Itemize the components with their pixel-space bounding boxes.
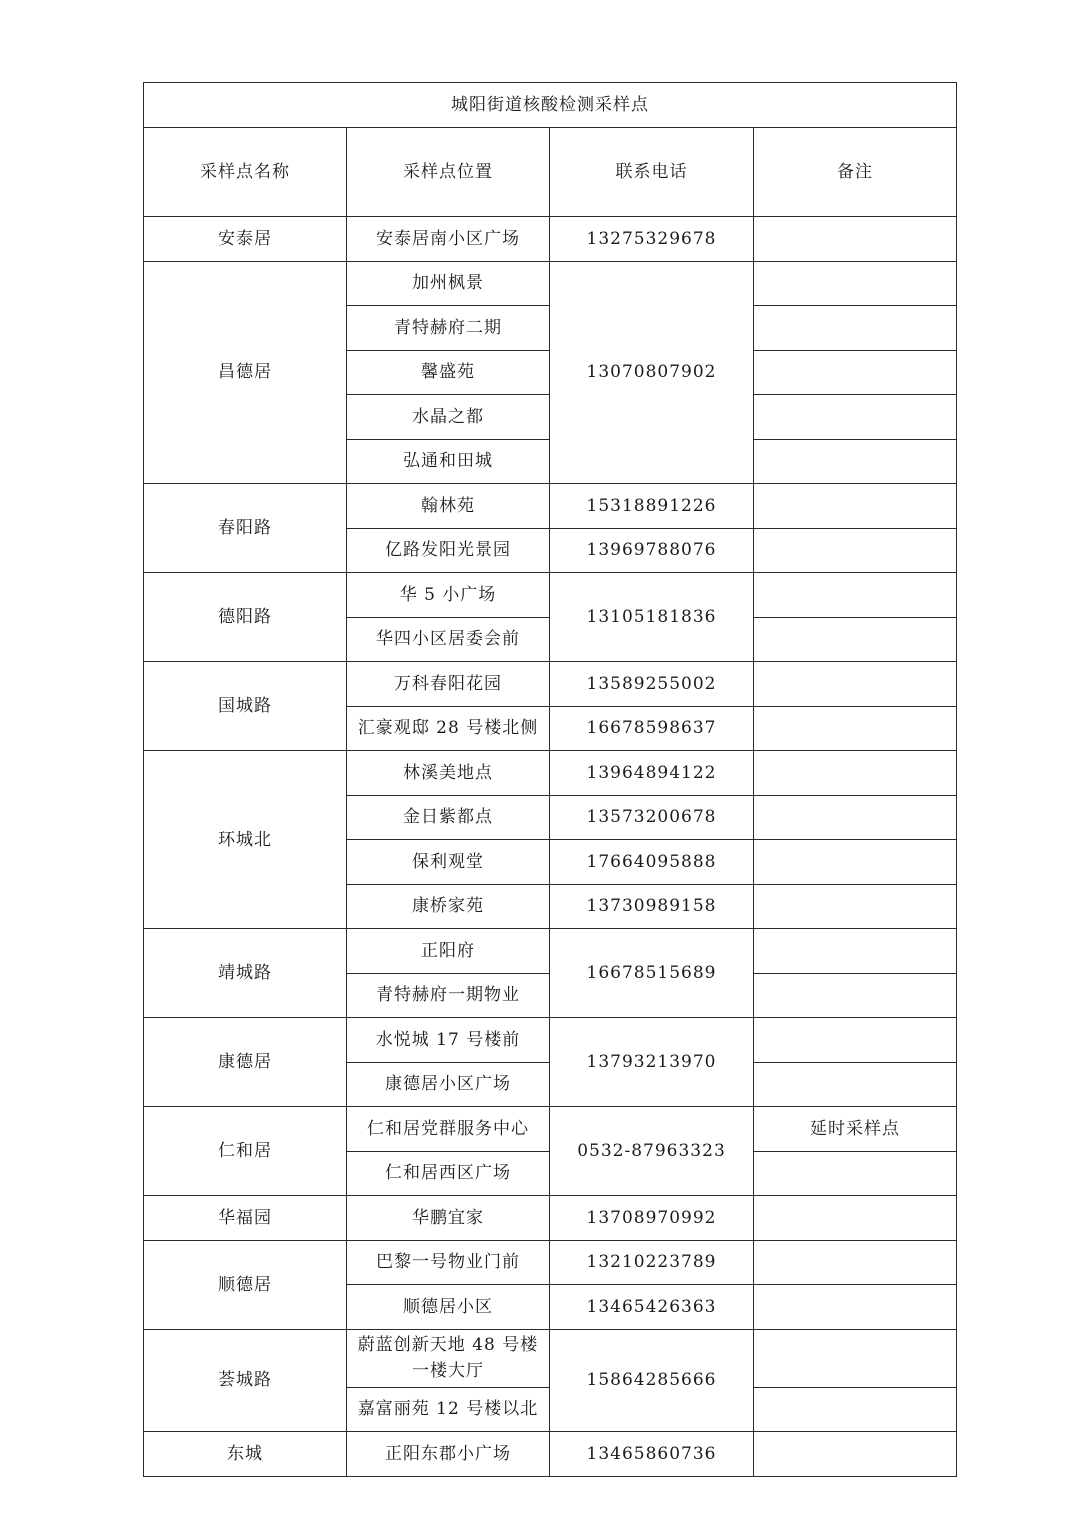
site-note — [754, 795, 957, 840]
site-note — [754, 973, 957, 1018]
site-location: 华 5 小广场 — [347, 573, 550, 618]
site-note — [754, 840, 957, 885]
site-group-name: 德阳路 — [144, 573, 347, 662]
site-location: 正阳府 — [347, 929, 550, 974]
site-note — [754, 929, 957, 974]
site-note — [754, 1329, 957, 1387]
site-note — [754, 350, 957, 395]
site-phone: 13964894122 — [550, 751, 754, 796]
site-location: 翰林苑 — [347, 484, 550, 529]
site-phone: 13105181836 — [550, 573, 754, 662]
site-location: 康桥家苑 — [347, 884, 550, 929]
site-location: 康德居小区广场 — [347, 1062, 550, 1107]
site-note — [754, 306, 957, 351]
site-group-name: 康德居 — [144, 1018, 347, 1107]
site-group-name: 华福园 — [144, 1196, 347, 1241]
table-row — [144, 662, 957, 707]
site-phone: 17664095888 — [550, 840, 754, 885]
site-location: 林溪美地点 — [347, 751, 550, 796]
site-location: 顺德居小区 — [347, 1285, 550, 1330]
site-note — [754, 217, 957, 262]
site-location: 青特赫府一期物业 — [347, 973, 550, 1018]
table-row — [144, 1107, 957, 1152]
site-note: 延时采样点 — [754, 1107, 957, 1152]
table-row — [144, 1196, 957, 1241]
site-location: 仁和居党群服务中心 — [347, 1107, 550, 1152]
table-row — [144, 1018, 957, 1063]
table-row — [144, 1432, 957, 1477]
site-group-name: 靖城路 — [144, 929, 347, 1018]
site-phone: 13708970992 — [550, 1196, 754, 1241]
sampling-sites-table — [143, 82, 957, 1477]
table-title: 城阳街道核酸检测采样点 — [144, 83, 957, 128]
site-group-name: 荟城路 — [144, 1329, 347, 1432]
site-location: 汇豪观邸 28 号楼北侧 — [347, 706, 550, 751]
site-location: 亿路发阳光景园 — [347, 528, 550, 573]
site-note — [754, 573, 957, 618]
site-group-name: 国城路 — [144, 662, 347, 751]
site-note — [754, 706, 957, 751]
site-phone: 15318891226 — [550, 484, 754, 529]
site-phone: 13589255002 — [550, 662, 754, 707]
site-phone: 13969788076 — [550, 528, 754, 573]
site-note — [754, 439, 957, 484]
site-phone: 13465860736 — [550, 1432, 754, 1477]
site-group-name: 安泰居 — [144, 217, 347, 262]
site-phone: 13465426363 — [550, 1285, 754, 1330]
site-location: 水晶之都 — [347, 395, 550, 440]
column-header-name: 采样点名称 — [144, 128, 347, 217]
site-location: 馨盛苑 — [347, 350, 550, 395]
site-phone: 13275329678 — [550, 217, 754, 262]
site-note — [754, 662, 957, 707]
site-phone: 16678515689 — [550, 929, 754, 1018]
site-group-name: 仁和居 — [144, 1107, 347, 1196]
site-note — [754, 1285, 957, 1330]
site-note — [754, 1018, 957, 1063]
site-note — [754, 261, 957, 306]
site-phone: 15864285666 — [550, 1329, 754, 1432]
site-phone: 16678598637 — [550, 706, 754, 751]
column-header-location: 采样点位置 — [347, 128, 550, 217]
table-row — [144, 1329, 957, 1387]
site-group-name: 昌德居 — [144, 261, 347, 484]
site-note — [754, 884, 957, 929]
site-location: 仁和居西区广场 — [347, 1151, 550, 1196]
site-note — [754, 1151, 957, 1196]
site-location: 金日紫都点 — [347, 795, 550, 840]
site-location: 嘉富丽苑 12 号楼以北 — [347, 1387, 550, 1432]
site-location: 保利观堂 — [347, 840, 550, 885]
site-phone: 13573200678 — [550, 795, 754, 840]
table-row — [144, 573, 957, 618]
site-group-name: 东城 — [144, 1432, 347, 1477]
site-note — [754, 617, 957, 662]
table-row — [144, 261, 957, 306]
site-group-name: 环城北 — [144, 751, 347, 929]
site-location: 青特赫府二期 — [347, 306, 550, 351]
site-location: 加州枫景 — [347, 261, 550, 306]
table-row — [144, 1240, 957, 1285]
site-note — [754, 1196, 957, 1241]
site-phone: 0532-87963323 — [550, 1107, 754, 1196]
site-location: 华四小区居委会前 — [347, 617, 550, 662]
site-phone: 13070807902 — [550, 261, 754, 484]
table-row — [144, 217, 957, 262]
site-note — [754, 528, 957, 573]
site-note — [754, 1062, 957, 1107]
site-group-name: 春阳路 — [144, 484, 347, 573]
site-note — [754, 751, 957, 796]
column-header-note: 备注 — [754, 128, 957, 217]
site-location: 弘通和田城 — [347, 439, 550, 484]
site-location: 华鹏宜家 — [347, 1196, 550, 1241]
site-group-name: 顺德居 — [144, 1240, 347, 1329]
site-note — [754, 395, 957, 440]
site-location: 蔚蓝创新天地 48 号楼 一楼大厅 — [347, 1329, 550, 1387]
site-location: 巴黎一号物业门前 — [347, 1240, 550, 1285]
site-note — [754, 484, 957, 529]
site-location: 安泰居南小区广场 — [347, 217, 550, 262]
column-header-phone: 联系电话 — [550, 128, 754, 217]
site-note — [754, 1432, 957, 1477]
table-row — [144, 929, 957, 974]
site-location: 正阳东郡小广场 — [347, 1432, 550, 1477]
table-row — [144, 484, 957, 529]
site-note — [754, 1387, 957, 1432]
table-row — [144, 751, 957, 796]
site-phone: 13210223789 — [550, 1240, 754, 1285]
site-phone: 13730989158 — [550, 884, 754, 929]
site-location: 水悦城 17 号楼前 — [347, 1018, 550, 1063]
site-location: 万科春阳花园 — [347, 662, 550, 707]
site-note — [754, 1240, 957, 1285]
site-phone: 13793213970 — [550, 1018, 754, 1107]
